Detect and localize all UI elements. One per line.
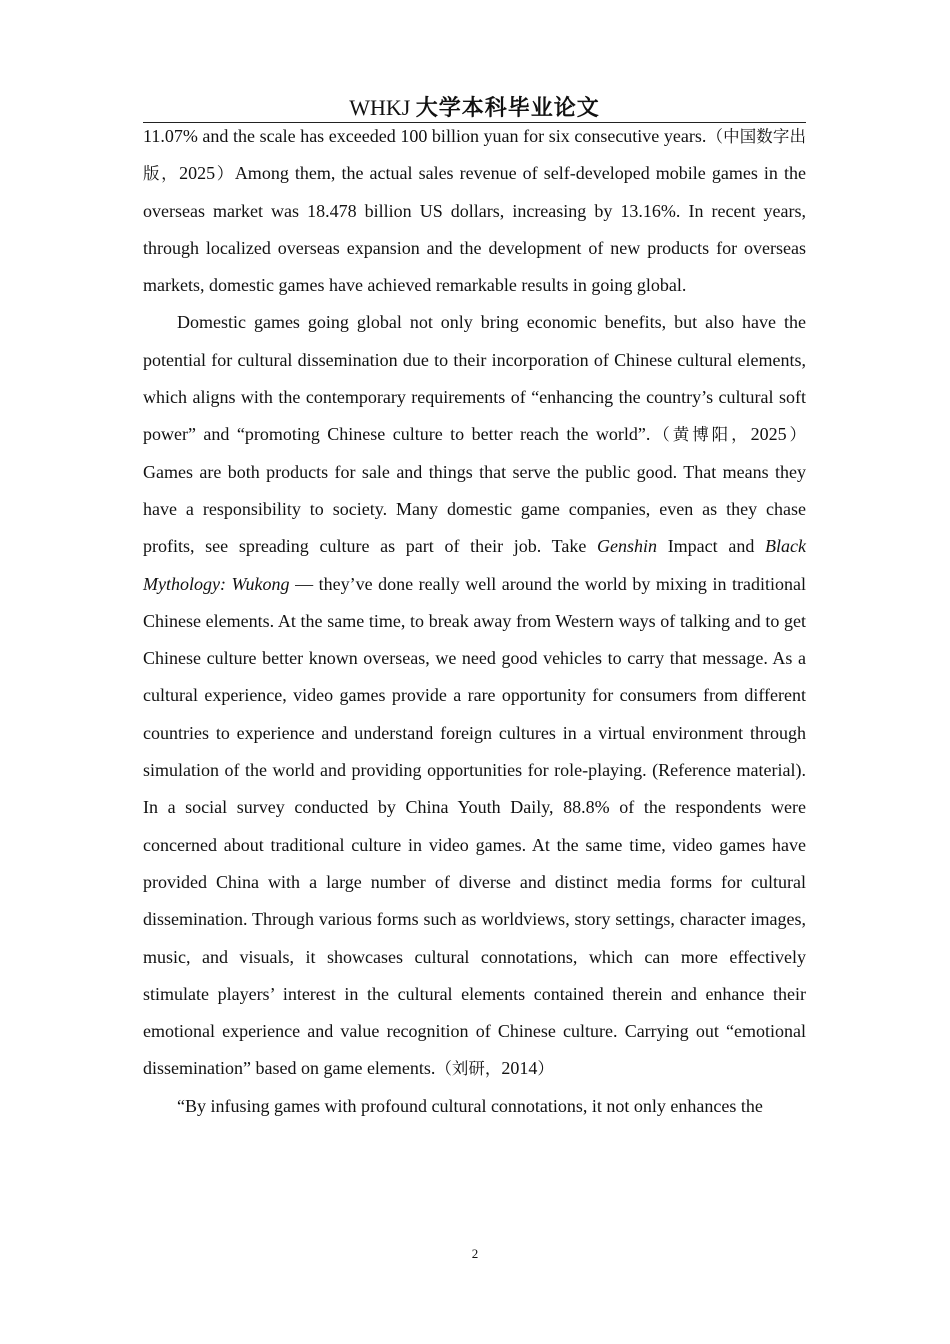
text-run: — they’ve done really well around the world by mixing in traditional Chinese elements. At the same time, to break away from Western ways of talking and to get Chinese culture better known overseas, we need good vehicles to carry that message. As a cultural experience, video games provide a rare opportunity for consumers from different countries to experience and understand foreign cultures in a virtual environment through simulation of the world and providing opportunities for role-playing. (Reference material). In a social survey conducted by China Youth Daily, 88.8% of the respondents were concerned about traditional culture in video games. At the same time, video games have provided China with a large number of diverse and distinct media forms for cultural dissemination. Through various forms such as worldviews, story settings, character images, music, and visuals, it showcases cultural connotations, which can more effectively stimulate players’ interest in the cultural elements contained therein and enhance their emotional experience and value recognition of Chinese culture. Carrying out “emotional dissemination” based on game elements. <box>143 573 806 1079</box>
text-run: 2025 <box>179 163 216 184</box>
page-number: 2 <box>471 1246 479 1261</box>
text-run: Among them, the actual sales revenue of self-developed mobile games in the overseas market was 18.478 billion US dollars, increasing by 13.16%. In recent years, through localized overseas expansion and the development of new products for overseas markets, domestic games have achieved remarkable results in going global. <box>143 163 806 296</box>
body-paragraph <box>143 304 806 1087</box>
cjk-citation: ） <box>215 164 235 184</box>
text-run: 2014 <box>501 1058 538 1079</box>
text-run: Games are both products for sale and things that serve the public good. That means they have a responsibility to society. Many domestic game companies, even as they chase profits, see spreading culture as part of their job. Take <box>143 461 806 557</box>
text-run: Impact and <box>657 536 765 557</box>
text-run: “By infusing games with profound cultural connotations, it not only enhances the <box>177 1095 763 1116</box>
body-paragraph <box>143 1088 806 1125</box>
body-text <box>143 118 806 1125</box>
text-run: 2025 <box>750 424 787 445</box>
cjk-citation: （中国数字出版， <box>143 127 807 184</box>
body-paragraph <box>143 118 806 304</box>
text-run: Domestic games going global not only bring economic benefits, but also have the potential for cultural dissemination due to their incorporation of Chinese cultural elements, which aligns with the contemporary requirements of “enhancing the country’s cultural soft power” and “promoting Chinese culture to better reach the world”. <box>143 312 806 445</box>
cjk-citation: ） <box>537 1059 554 1079</box>
text-run: 11.07% and the scale has exceeded 100 billion yuan for six consecutive years. <box>143 126 707 146</box>
cjk-citation: ） <box>786 425 807 445</box>
italic-title: Black Mythology: Wukong <box>143 536 806 594</box>
cjk-citation: （黄博阳， <box>650 425 751 445</box>
header-title-cjk: 大学本科毕业论文 <box>415 96 600 121</box>
italic-title: Genshin <box>597 536 658 557</box>
cjk-citation: （刘研， <box>435 1059 502 1079</box>
header-title-latin: WHKJ <box>349 95 411 120</box>
